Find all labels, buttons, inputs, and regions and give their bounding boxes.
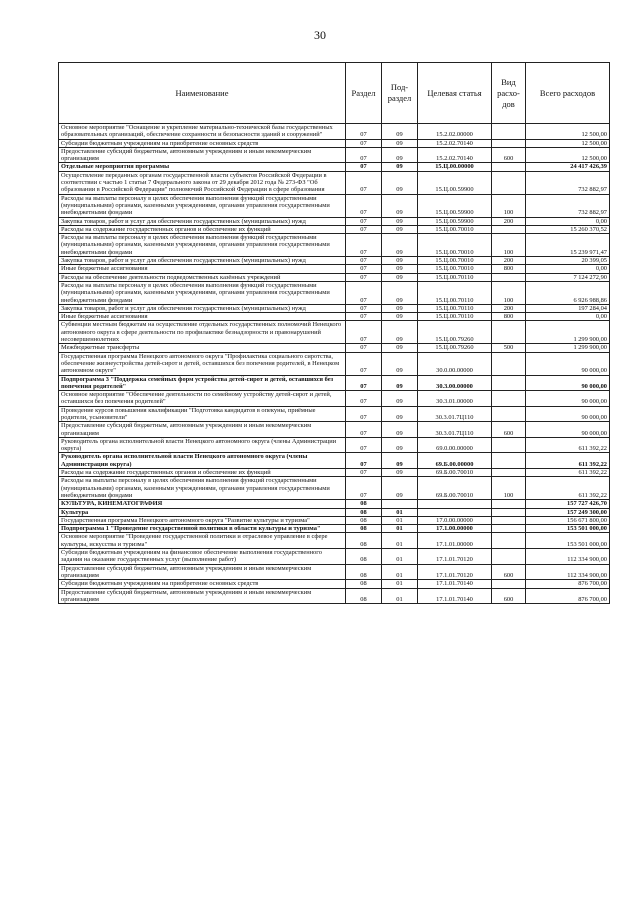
row-subsection-cell: 09 — [382, 437, 418, 453]
table-row — [59, 265, 610, 273]
row-total-cell: 90 000,00 — [526, 391, 610, 407]
row-name-cell: Предоставление субсидий бюджетным, автономным учреждениям и иным некоммерческим организациям — [59, 564, 346, 580]
row-subsection-cell: 09 — [382, 139, 418, 147]
row-total-cell: 24 417 426,39 — [526, 163, 610, 171]
table-row — [59, 257, 610, 265]
row-name-cell: Проведение курсов повышения квалификации "Подготовка кандидатов в опекуны, приёмные родители, усыновители" — [59, 406, 346, 422]
row-expense-type-cell — [492, 273, 526, 281]
row-section-cell: 07 — [346, 313, 382, 321]
table-row — [59, 525, 610, 533]
table-row — [59, 217, 610, 225]
row-subsection-cell: 09 — [382, 147, 418, 163]
row-target-cell: 69.Б.00.00000 — [418, 453, 492, 469]
row-total-cell: 0,00 — [526, 313, 610, 321]
table-row — [59, 139, 610, 147]
row-name-cell: КУЛЬТУРА, КИНЕМАТОГРАФИЯ — [59, 500, 346, 508]
row-name-cell: Руководитель органа исполнительной власти Ненецкого автономного округа (члены Администрации округа) — [59, 453, 346, 469]
row-target-cell: 30.3.01.00000 — [418, 391, 492, 407]
row-section-cell: 07 — [346, 257, 382, 265]
row-name-cell: Расходы на обеспечение деятельности подведомственных казённых учреждений — [59, 273, 346, 281]
row-expense-type-cell — [492, 139, 526, 147]
row-subsection-cell: 09 — [382, 352, 418, 375]
table-row — [59, 147, 610, 163]
table-row — [59, 549, 610, 565]
table-row — [59, 124, 610, 140]
row-expense-type-cell: 200 — [492, 257, 526, 265]
row-total-cell: 876 700,00 — [526, 588, 610, 604]
row-target-cell: 15.Ц.00.00000 — [418, 163, 492, 171]
row-section-cell: 07 — [346, 406, 382, 422]
row-expense-type-cell — [492, 406, 526, 422]
row-total-cell: 90 000,00 — [526, 406, 610, 422]
row-name-cell: Иные бюджетные ассигнования — [59, 265, 346, 273]
header-total: Всего расходов — [526, 63, 610, 124]
row-section-cell: 08 — [346, 500, 382, 508]
row-total-cell: 12 500,00 — [526, 147, 610, 163]
row-subsection-cell — [382, 500, 418, 508]
row-total-cell: 157 249 300,00 — [526, 508, 610, 516]
header-target: Целевая статья — [418, 63, 492, 124]
row-section-cell: 07 — [346, 477, 382, 500]
row-total-cell: 12 500,00 — [526, 124, 610, 140]
row-name-cell: Отдельные мероприятия программы — [59, 163, 346, 171]
row-total-cell: 20 399,05 — [526, 257, 610, 265]
row-section-cell: 07 — [346, 139, 382, 147]
row-expense-type-cell: 200 — [492, 217, 526, 225]
table-row — [59, 588, 610, 604]
row-expense-type-cell — [492, 375, 526, 391]
row-expense-type-cell — [492, 516, 526, 524]
row-total-cell: 15 260 370,52 — [526, 225, 610, 233]
row-total-cell: 611 392,22 — [526, 477, 610, 500]
row-subsection-cell: 09 — [382, 477, 418, 500]
row-section-cell: 07 — [346, 273, 382, 281]
budget-table — [58, 62, 610, 604]
table-row — [59, 477, 610, 500]
row-name-cell: Предоставление субсидий бюджетным, автономным учреждениям и иным некоммерческим организациям — [59, 147, 346, 163]
row-total-cell: 153 501 000,00 — [526, 525, 610, 533]
row-expense-type-cell: 500 — [492, 344, 526, 352]
row-total-cell: 153 501 000,00 — [526, 533, 610, 549]
table-row — [59, 564, 610, 580]
table-row — [59, 437, 610, 453]
row-section-cell: 07 — [346, 163, 382, 171]
row-subsection-cell: 09 — [382, 163, 418, 171]
table-row — [59, 313, 610, 321]
row-name-cell: Субсидии бюджетным учреждениям на приобретение основных средств — [59, 580, 346, 588]
row-target-cell: 17.1.00.00000 — [418, 525, 492, 533]
row-expense-type-cell — [492, 171, 526, 194]
row-section-cell: 08 — [346, 516, 382, 524]
table-row — [59, 344, 610, 352]
header-expense-type: Вид расхо-дов — [492, 63, 526, 124]
row-target-cell: 15.Ц.00.79260 — [418, 321, 492, 344]
row-target-cell: 15.2.02.00000 — [418, 124, 492, 140]
table-row — [59, 508, 610, 516]
row-target-cell: 15.2.02.70140 — [418, 139, 492, 147]
row-subsection-cell: 09 — [382, 217, 418, 225]
table-row — [59, 234, 610, 257]
row-name-cell: Подпрограмма 1 "Проведение государственной политики в области культуры и туризма" — [59, 525, 346, 533]
row-expense-type-cell — [492, 500, 526, 508]
row-section-cell: 07 — [346, 391, 382, 407]
page-number: 30 — [314, 28, 326, 42]
row-section-cell: 08 — [346, 533, 382, 549]
row-subsection-cell: 01 — [382, 525, 418, 533]
row-total-cell: 876 700,00 — [526, 580, 610, 588]
row-expense-type-cell — [492, 124, 526, 140]
table-body — [59, 124, 610, 604]
row-section-cell: 07 — [346, 321, 382, 344]
row-subsection-cell: 09 — [382, 257, 418, 265]
row-expense-type-cell: 800 — [492, 313, 526, 321]
row-expense-type-cell — [492, 580, 526, 588]
row-name-cell: Субсидии бюджетным учреждениям на финансовое обеспечение выполнения государственного задания на оказание государственных услуг (выполнение работ) — [59, 549, 346, 565]
row-name-cell: Расходы на выплаты персоналу в целях обеспечения выполнения функций государственными (муниципальными) органами, казенными учреждениями, органами управления государственными внебюджетными фондами — [59, 194, 346, 217]
row-subsection-cell: 01 — [382, 508, 418, 516]
row-name-cell: Основное мероприятие "Проведение государственной политики и отраслевое управление в сфере культуры, искусства и туризма" — [59, 533, 346, 549]
header-name: Наименование — [59, 63, 346, 124]
row-subsection-cell: 09 — [382, 304, 418, 312]
row-section-cell: 07 — [346, 344, 382, 352]
table-row — [59, 194, 610, 217]
row-subsection-cell: 01 — [382, 533, 418, 549]
row-total-cell: 732 882,97 — [526, 171, 610, 194]
row-name-cell: Расходы на содержание государственных органов и обеспечение их функций — [59, 469, 346, 477]
table-row — [59, 225, 610, 233]
row-target-cell: 69.Б.00.70010 — [418, 477, 492, 500]
row-target-cell: 17.1.01.00000 — [418, 533, 492, 549]
table-row — [59, 422, 610, 438]
row-subsection-cell: 09 — [382, 391, 418, 407]
table-row — [59, 304, 610, 312]
row-expense-type-cell: 600 — [492, 147, 526, 163]
row-section-cell: 08 — [346, 508, 382, 516]
row-expense-type-cell — [492, 508, 526, 516]
row-total-cell: 0,00 — [526, 265, 610, 273]
row-target-cell: 15.2.02.70140 — [418, 147, 492, 163]
row-section-cell: 07 — [346, 234, 382, 257]
row-name-cell: Закупка товаров, работ и услуг для обеспечения государственных (муниципальных) нужд — [59, 257, 346, 265]
row-section-cell: 07 — [346, 194, 382, 217]
row-target-cell: 15.Ц.00.70010 — [418, 225, 492, 233]
header-subsection: Под-раздел — [382, 63, 418, 124]
row-section-cell: 08 — [346, 525, 382, 533]
row-total-cell: 12 500,00 — [526, 139, 610, 147]
row-name-cell: Предоставление субсидий бюджетным, автономным учреждениям и иным некоммерческим организациям — [59, 422, 346, 438]
row-target-cell: 15.Ц.00.70110 — [418, 273, 492, 281]
table-row — [59, 500, 610, 508]
row-expense-type-cell: 100 — [492, 477, 526, 500]
row-target-cell: 17.1.01.70120 — [418, 549, 492, 565]
row-target-cell: 17.1.01.70140 — [418, 580, 492, 588]
row-total-cell: 90 000,00 — [526, 375, 610, 391]
row-name-cell: Государственная программа Ненецкого автономного округа "Развитие культуры и туризма" — [59, 516, 346, 524]
row-total-cell: 90 000,00 — [526, 352, 610, 375]
row-total-cell: 611 392,22 — [526, 469, 610, 477]
table-row — [59, 391, 610, 407]
row-name-cell: Подпрограмма 3 "Поддержка семейных форм устройства детей-сирот и детей, оставшихся без попечения родителей" — [59, 375, 346, 391]
row-subsection-cell: 09 — [382, 344, 418, 352]
row-total-cell: 90 000,00 — [526, 422, 610, 438]
row-target-cell: 17.0.00.00000 — [418, 516, 492, 524]
row-subsection-cell: 09 — [382, 265, 418, 273]
row-total-cell: 112 334 900,00 — [526, 549, 610, 565]
row-section-cell: 07 — [346, 304, 382, 312]
row-subsection-cell: 09 — [382, 313, 418, 321]
row-total-cell: 1 299 900,00 — [526, 344, 610, 352]
row-subsection-cell: 01 — [382, 580, 418, 588]
row-expense-type-cell: 200 — [492, 304, 526, 312]
row-subsection-cell: 09 — [382, 375, 418, 391]
row-subsection-cell: 09 — [382, 225, 418, 233]
row-name-cell: Расходы на выплаты персоналу в целях обеспечения выполнения функций государственными (муниципальными) органами, казенными учреждениями, органами управления государственными внебюджетными фондами — [59, 234, 346, 257]
row-total-cell: 112 334 900,00 — [526, 564, 610, 580]
row-section-cell: 08 — [346, 588, 382, 604]
row-total-cell: 7 124 272,90 — [526, 273, 610, 281]
row-total-cell: 15 239 971,47 — [526, 234, 610, 257]
row-subsection-cell: 01 — [382, 588, 418, 604]
row-target-cell: 15.Ц.00.70010 — [418, 257, 492, 265]
row-target-cell — [418, 508, 492, 516]
row-total-cell: 197 284,04 — [526, 304, 610, 312]
row-expense-type-cell — [492, 533, 526, 549]
row-name-cell: Закупка товаров, работ и услуг для обеспечения государственных (муниципальных) нужд — [59, 304, 346, 312]
row-expense-type-cell — [492, 437, 526, 453]
row-section-cell: 08 — [346, 549, 382, 565]
row-name-cell: Предоставление субсидий бюджетным, автономным учреждениям и иным некоммерческим организациям — [59, 588, 346, 604]
table-row — [59, 516, 610, 524]
row-expense-type-cell — [492, 163, 526, 171]
row-target-cell: 15.Ц.00.70110 — [418, 281, 492, 304]
row-target-cell: 15.Ц.00.70010 — [418, 265, 492, 273]
row-name-cell: Субсидии бюджетным учреждениям на приобретение основных средств — [59, 139, 346, 147]
row-expense-type-cell: 100 — [492, 194, 526, 217]
row-target-cell: 15.Ц.00.59900 — [418, 171, 492, 194]
row-section-cell: 08 — [346, 564, 382, 580]
row-expense-type-cell: 600 — [492, 422, 526, 438]
row-subsection-cell: 09 — [382, 273, 418, 281]
row-section-cell: 07 — [346, 124, 382, 140]
row-name-cell: Осуществление переданных органам государственной власти субъектов Российской Федерации в соответствии с частью 1 статьи 7 Федерального закона от 29 декабря 2012 года № 273-ФЗ "Об образовании в Российской Федерации" полномочий Российской Федерации в сфере образования — [59, 171, 346, 194]
row-target-cell: 30.3.00.00000 — [418, 375, 492, 391]
row-section-cell: 07 — [346, 265, 382, 273]
table-header-row — [59, 63, 610, 124]
row-subsection-cell: 01 — [382, 564, 418, 580]
row-expense-type-cell — [492, 225, 526, 233]
row-expense-type-cell: 800 — [492, 265, 526, 273]
table-row — [59, 453, 610, 469]
row-subsection-cell: 09 — [382, 453, 418, 469]
row-name-cell: Государственная программа Ненецкого автономного округа "Профилактика социального сиротства, обеспечение жизнеустройства детей-сирот и детей, оставшихся без попечения родителей, в Ненецком автономном округе" — [59, 352, 346, 375]
row-total-cell: 611 392,22 — [526, 437, 610, 453]
row-total-cell: 156 671 800,00 — [526, 516, 610, 524]
row-target-cell: 30.0.00.00000 — [418, 352, 492, 375]
row-target-cell: 69.Б.00.70010 — [418, 469, 492, 477]
row-name-cell: Расходы на выплаты персоналу в целях обеспечения выполнения функций государственными (муниципальными) органами, казенными учреждениями, органами управления государственными внебюджетными фондами — [59, 281, 346, 304]
row-expense-type-cell: 600 — [492, 588, 526, 604]
row-total-cell: 611 392,22 — [526, 453, 610, 469]
row-subsection-cell: 09 — [382, 194, 418, 217]
row-total-cell: 6 926 988,86 — [526, 281, 610, 304]
row-name-cell: Руководитель органа исполнительной власти Ненецкого автономного округа (члены Администрации округа) — [59, 437, 346, 453]
table-row — [59, 406, 610, 422]
row-name-cell: Расходы на выплаты персоналу в целях обеспечения выполнения функций государственными (муниципальными) органами, казенными учреждениями, органами управления государственными внебюджетными фондами — [59, 477, 346, 500]
row-name-cell: Иные бюджетные ассигнования — [59, 313, 346, 321]
row-subsection-cell: 09 — [382, 469, 418, 477]
table-row — [59, 469, 610, 477]
row-total-cell: 0,00 — [526, 217, 610, 225]
row-subsection-cell: 09 — [382, 234, 418, 257]
row-section-cell: 07 — [346, 422, 382, 438]
row-name-cell: Основное мероприятие "Оснащение и укрепление материально-технической базы государственных образовательных организаций, обеспечение сохранности и безопасности зданий и сооружений" — [59, 124, 346, 140]
row-target-cell — [418, 500, 492, 508]
row-expense-type-cell — [492, 469, 526, 477]
table-row — [59, 375, 610, 391]
row-subsection-cell: 09 — [382, 406, 418, 422]
row-section-cell: 07 — [346, 147, 382, 163]
row-name-cell: Закупка товаров, работ и услуг для обеспечения государственных (муниципальных) нужд — [59, 217, 346, 225]
row-section-cell: 07 — [346, 453, 382, 469]
row-section-cell: 07 — [346, 225, 382, 233]
row-expense-type-cell: 100 — [492, 234, 526, 257]
row-subsection-cell: 09 — [382, 422, 418, 438]
row-target-cell: 69.0.00.00000 — [418, 437, 492, 453]
row-target-cell: 15.Ц.00.70110 — [418, 304, 492, 312]
row-name-cell: Субвенции местным бюджетам на осуществление отдельных государственных полномочий Ненецкого автономного округа в сфере деятельности по профилактике безнадзорности и правонарушений несовершеннолетних — [59, 321, 346, 344]
row-subsection-cell: 09 — [382, 171, 418, 194]
row-subsection-cell: 01 — [382, 516, 418, 524]
row-expense-type-cell: 600 — [492, 564, 526, 580]
row-expense-type-cell — [492, 321, 526, 344]
row-section-cell: 07 — [346, 469, 382, 477]
row-section-cell: 08 — [346, 580, 382, 588]
row-total-cell: 732 882,97 — [526, 194, 610, 217]
row-name-cell: Расходы на содержание государственных органов и обеспечение их функций — [59, 225, 346, 233]
row-expense-type-cell — [492, 352, 526, 375]
row-target-cell: 15.Ц.00.70010 — [418, 234, 492, 257]
row-expense-type-cell — [492, 549, 526, 565]
row-section-cell: 07 — [346, 217, 382, 225]
row-name-cell: Основное мероприятие "Обеспечение деятельности по семейному устройству детей-сирот и детей, оставшихся без попечения родителей" — [59, 391, 346, 407]
row-total-cell: 157 727 426,70 — [526, 500, 610, 508]
row-section-cell: 07 — [346, 352, 382, 375]
row-expense-type-cell — [492, 453, 526, 469]
row-subsection-cell: 09 — [382, 281, 418, 304]
row-section-cell: 07 — [346, 281, 382, 304]
row-subsection-cell: 01 — [382, 549, 418, 565]
header-section: Раздел — [346, 63, 382, 124]
row-subsection-cell: 09 — [382, 321, 418, 344]
table-row — [59, 352, 610, 375]
row-target-cell: 15.Ц.00.79260 — [418, 344, 492, 352]
row-target-cell: 30.3.01.7Ц110 — [418, 406, 492, 422]
row-expense-type-cell: 100 — [492, 281, 526, 304]
row-target-cell: 15.Ц.00.70110 — [418, 313, 492, 321]
table-row — [59, 163, 610, 171]
row-name-cell: Межбюджетные трансферты — [59, 344, 346, 352]
table-row — [59, 321, 610, 344]
row-target-cell: 15.Ц.00.59900 — [418, 217, 492, 225]
row-target-cell: 17.1.01.70140 — [418, 588, 492, 604]
row-section-cell: 07 — [346, 437, 382, 453]
table-row — [59, 281, 610, 304]
table-row — [59, 533, 610, 549]
table-row — [59, 580, 610, 588]
table-row — [59, 171, 610, 194]
row-section-cell: 07 — [346, 171, 382, 194]
row-total-cell: 1 299 900,00 — [526, 321, 610, 344]
row-expense-type-cell — [492, 525, 526, 533]
row-target-cell: 15.Ц.00.59900 — [418, 194, 492, 217]
row-target-cell: 17.1.01.70120 — [418, 564, 492, 580]
row-expense-type-cell — [492, 391, 526, 407]
table-row — [59, 273, 610, 281]
row-name-cell: Культура — [59, 508, 346, 516]
row-target-cell: 30.3.01.7Ц110 — [418, 422, 492, 438]
row-section-cell: 07 — [346, 375, 382, 391]
row-subsection-cell: 09 — [382, 124, 418, 140]
